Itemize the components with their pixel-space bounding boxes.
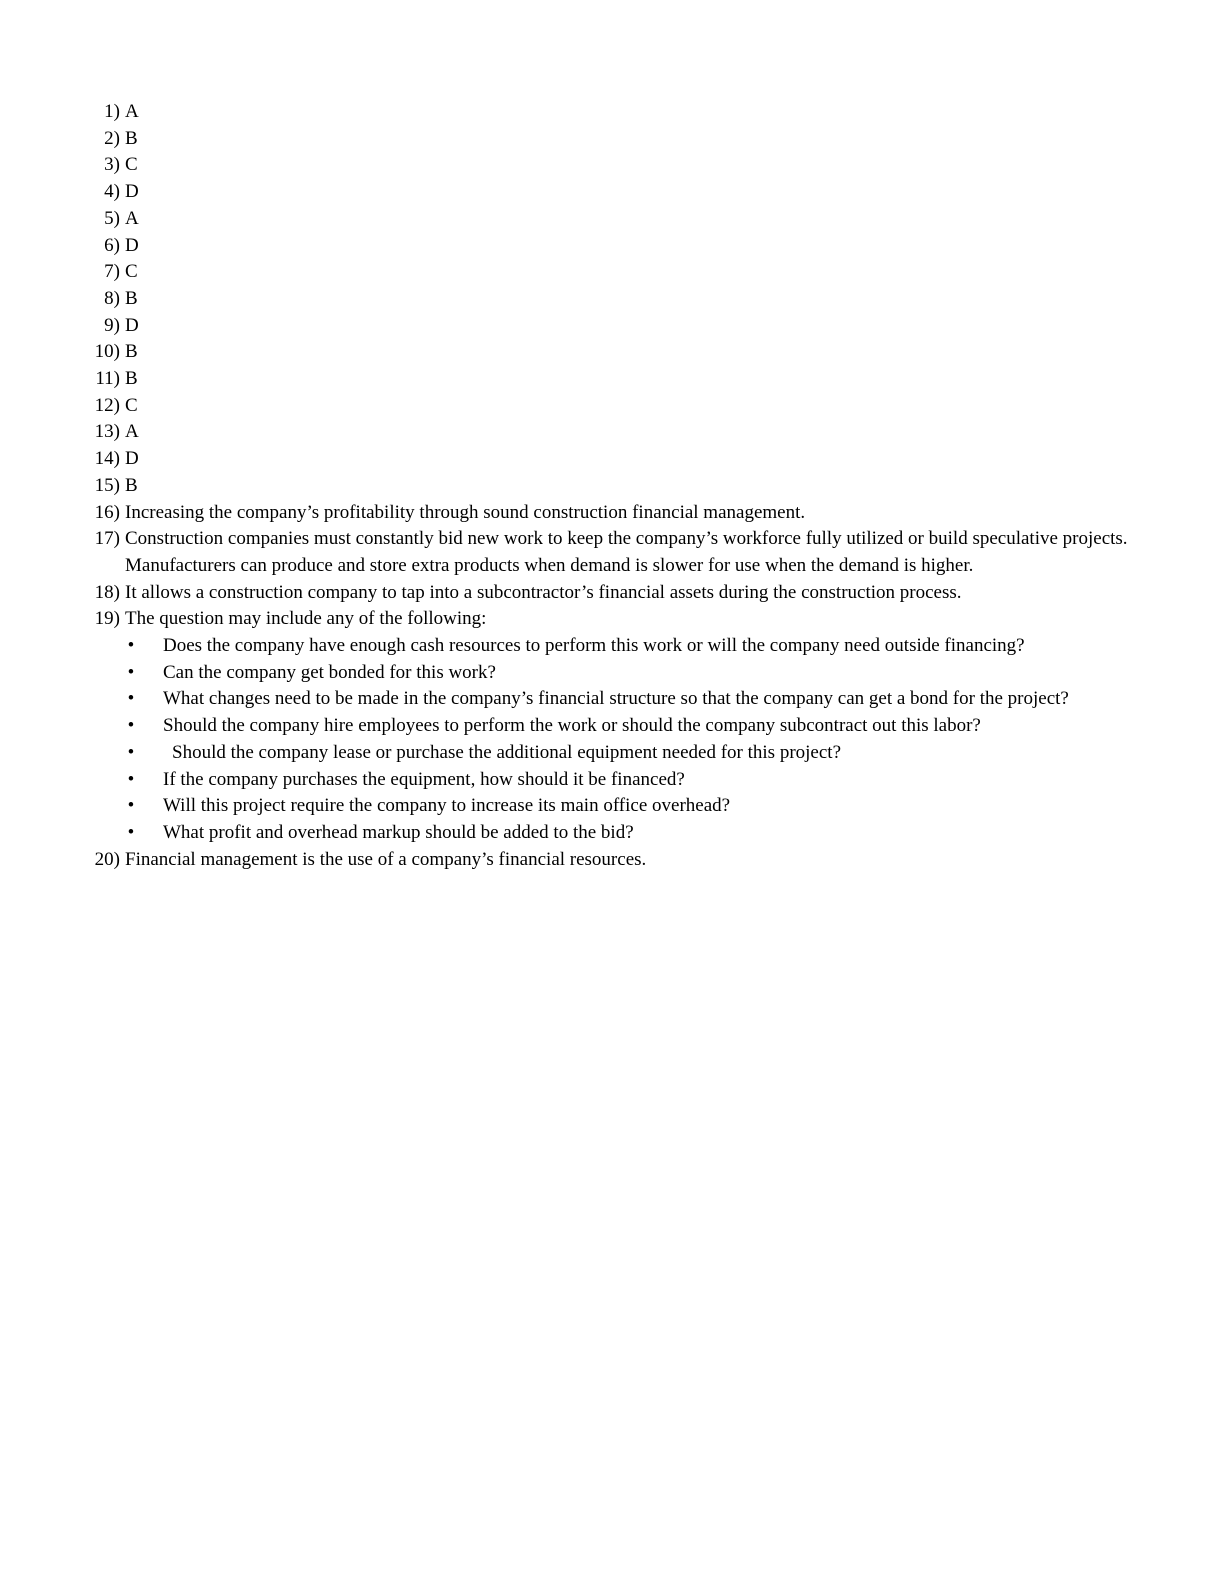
bullet-text: Should the company hire employees to perform the work or should the company subcontract out this labor? [163, 715, 981, 737]
answer-item [88, 366, 1148, 393]
answer-item [88, 286, 1148, 313]
answer-number: 17) [94, 528, 120, 550]
answer-number: 6) [104, 234, 120, 256]
bullet-icon: • [127, 688, 135, 710]
answer-number: 19) [94, 608, 120, 630]
bullet-text: What changes need to be made in the company’s financial structure so that the company can get a bond for the project? [163, 688, 1069, 710]
answer-text: It allows a construction company to tap into a subcontractor’s financial assets during the construction process. [125, 581, 962, 603]
answer-text: B [125, 127, 138, 149]
answer-text: B [125, 474, 138, 496]
answer-number: 7) [104, 261, 120, 283]
answer-item [88, 152, 1148, 179]
bullet-item [125, 767, 1148, 794]
bullet-item [125, 686, 1148, 713]
answer-item [88, 99, 1148, 126]
answer-text: A [125, 101, 139, 122]
answer-number: 9) [104, 314, 120, 336]
answer-item [88, 206, 1148, 233]
answer-text: Financial management is the use of a company’s financial resources. [125, 848, 647, 870]
answer-number: 14) [94, 448, 120, 470]
answer-number: 5) [104, 207, 120, 229]
answer-item [88, 259, 1148, 286]
answer-text: A [125, 207, 139, 229]
bullet-item [125, 740, 1148, 767]
answer-item [88, 339, 1148, 366]
answer-number: 3) [104, 154, 120, 176]
answer-item [88, 473, 1148, 500]
bullet-text: Can the company get bonded for this work? [163, 661, 496, 683]
answer-item [88, 233, 1148, 260]
answer-item [88, 580, 1148, 607]
answer-list [88, 99, 1148, 873]
bullet-icon: • [127, 821, 135, 843]
bullet-text: Does the company have enough cash resources to perform this work or will the company need outside financing? [163, 635, 1025, 657]
answer-text: D [125, 448, 139, 470]
answer-text: C [125, 154, 138, 176]
answer-number: 16) [94, 501, 120, 523]
answer-number: 18) [94, 581, 120, 603]
answer-number: 20) [94, 848, 120, 870]
answer-item [88, 500, 1148, 527]
answer-text: D [125, 181, 139, 203]
answer-text: B [125, 341, 138, 363]
answer-item [88, 313, 1148, 340]
answer-number: 11) [95, 368, 120, 390]
answer-text: A [125, 421, 139, 443]
answer-text: The question may include any of the following: [125, 608, 487, 630]
bullet-icon: • [127, 715, 135, 737]
answer-item [88, 606, 1148, 846]
bullet-item [125, 820, 1148, 847]
answer-item [88, 179, 1148, 206]
bullet-icon: • [127, 661, 135, 683]
bullet-icon: • [127, 741, 135, 763]
answer-item [88, 126, 1148, 153]
bullet-text: If the company purchases the equipment, how should it be financed? [163, 768, 685, 790]
answer-item [88, 526, 1148, 579]
answer-number: 15) [94, 474, 120, 496]
answer-item [88, 847, 1148, 874]
bullet-icon: • [127, 768, 135, 790]
bullet-item [125, 793, 1148, 820]
answer-text: C [125, 394, 138, 416]
answer-item [88, 419, 1148, 446]
bullet-text: What profit and overhead markup should be added to the bid? [163, 821, 634, 843]
bullet-text: Will this project require the company to increase its main office overhead? [163, 795, 731, 817]
answer-number: 10) [94, 341, 120, 363]
answer-number: 8) [104, 287, 120, 309]
answer-number: 13) [94, 421, 120, 443]
answer-text: Construction companies must constantly bid new work to keep the company’s workforce fully utilized or build speculative projects. Manufacturers can produce and store extra products when demand is slower for use when the demand is higher. [125, 528, 1128, 576]
bullet-icon: • [127, 635, 135, 657]
answer-item [88, 393, 1148, 420]
answer-number: 2) [104, 127, 120, 149]
answer-text: D [125, 234, 139, 256]
bullet-item [125, 633, 1148, 660]
answer-number: 1) [104, 101, 120, 122]
bullet-list [125, 633, 1148, 847]
answer-text: B [125, 368, 138, 390]
bullet-item [125, 713, 1148, 740]
answer-text: Increasing the company’s profitability through sound construction financial management. [125, 501, 806, 523]
answer-item [88, 446, 1148, 473]
answer-number: 4) [104, 181, 120, 203]
bullet-item [125, 660, 1148, 687]
answer-number: 12) [94, 394, 120, 416]
answer-text: C [125, 261, 138, 283]
bullet-text: Should the company lease or purchase the additional equipment needed for this project? [172, 741, 842, 763]
answer-text: D [125, 314, 139, 336]
bullet-icon: • [127, 795, 135, 817]
answer-text: B [125, 287, 138, 309]
